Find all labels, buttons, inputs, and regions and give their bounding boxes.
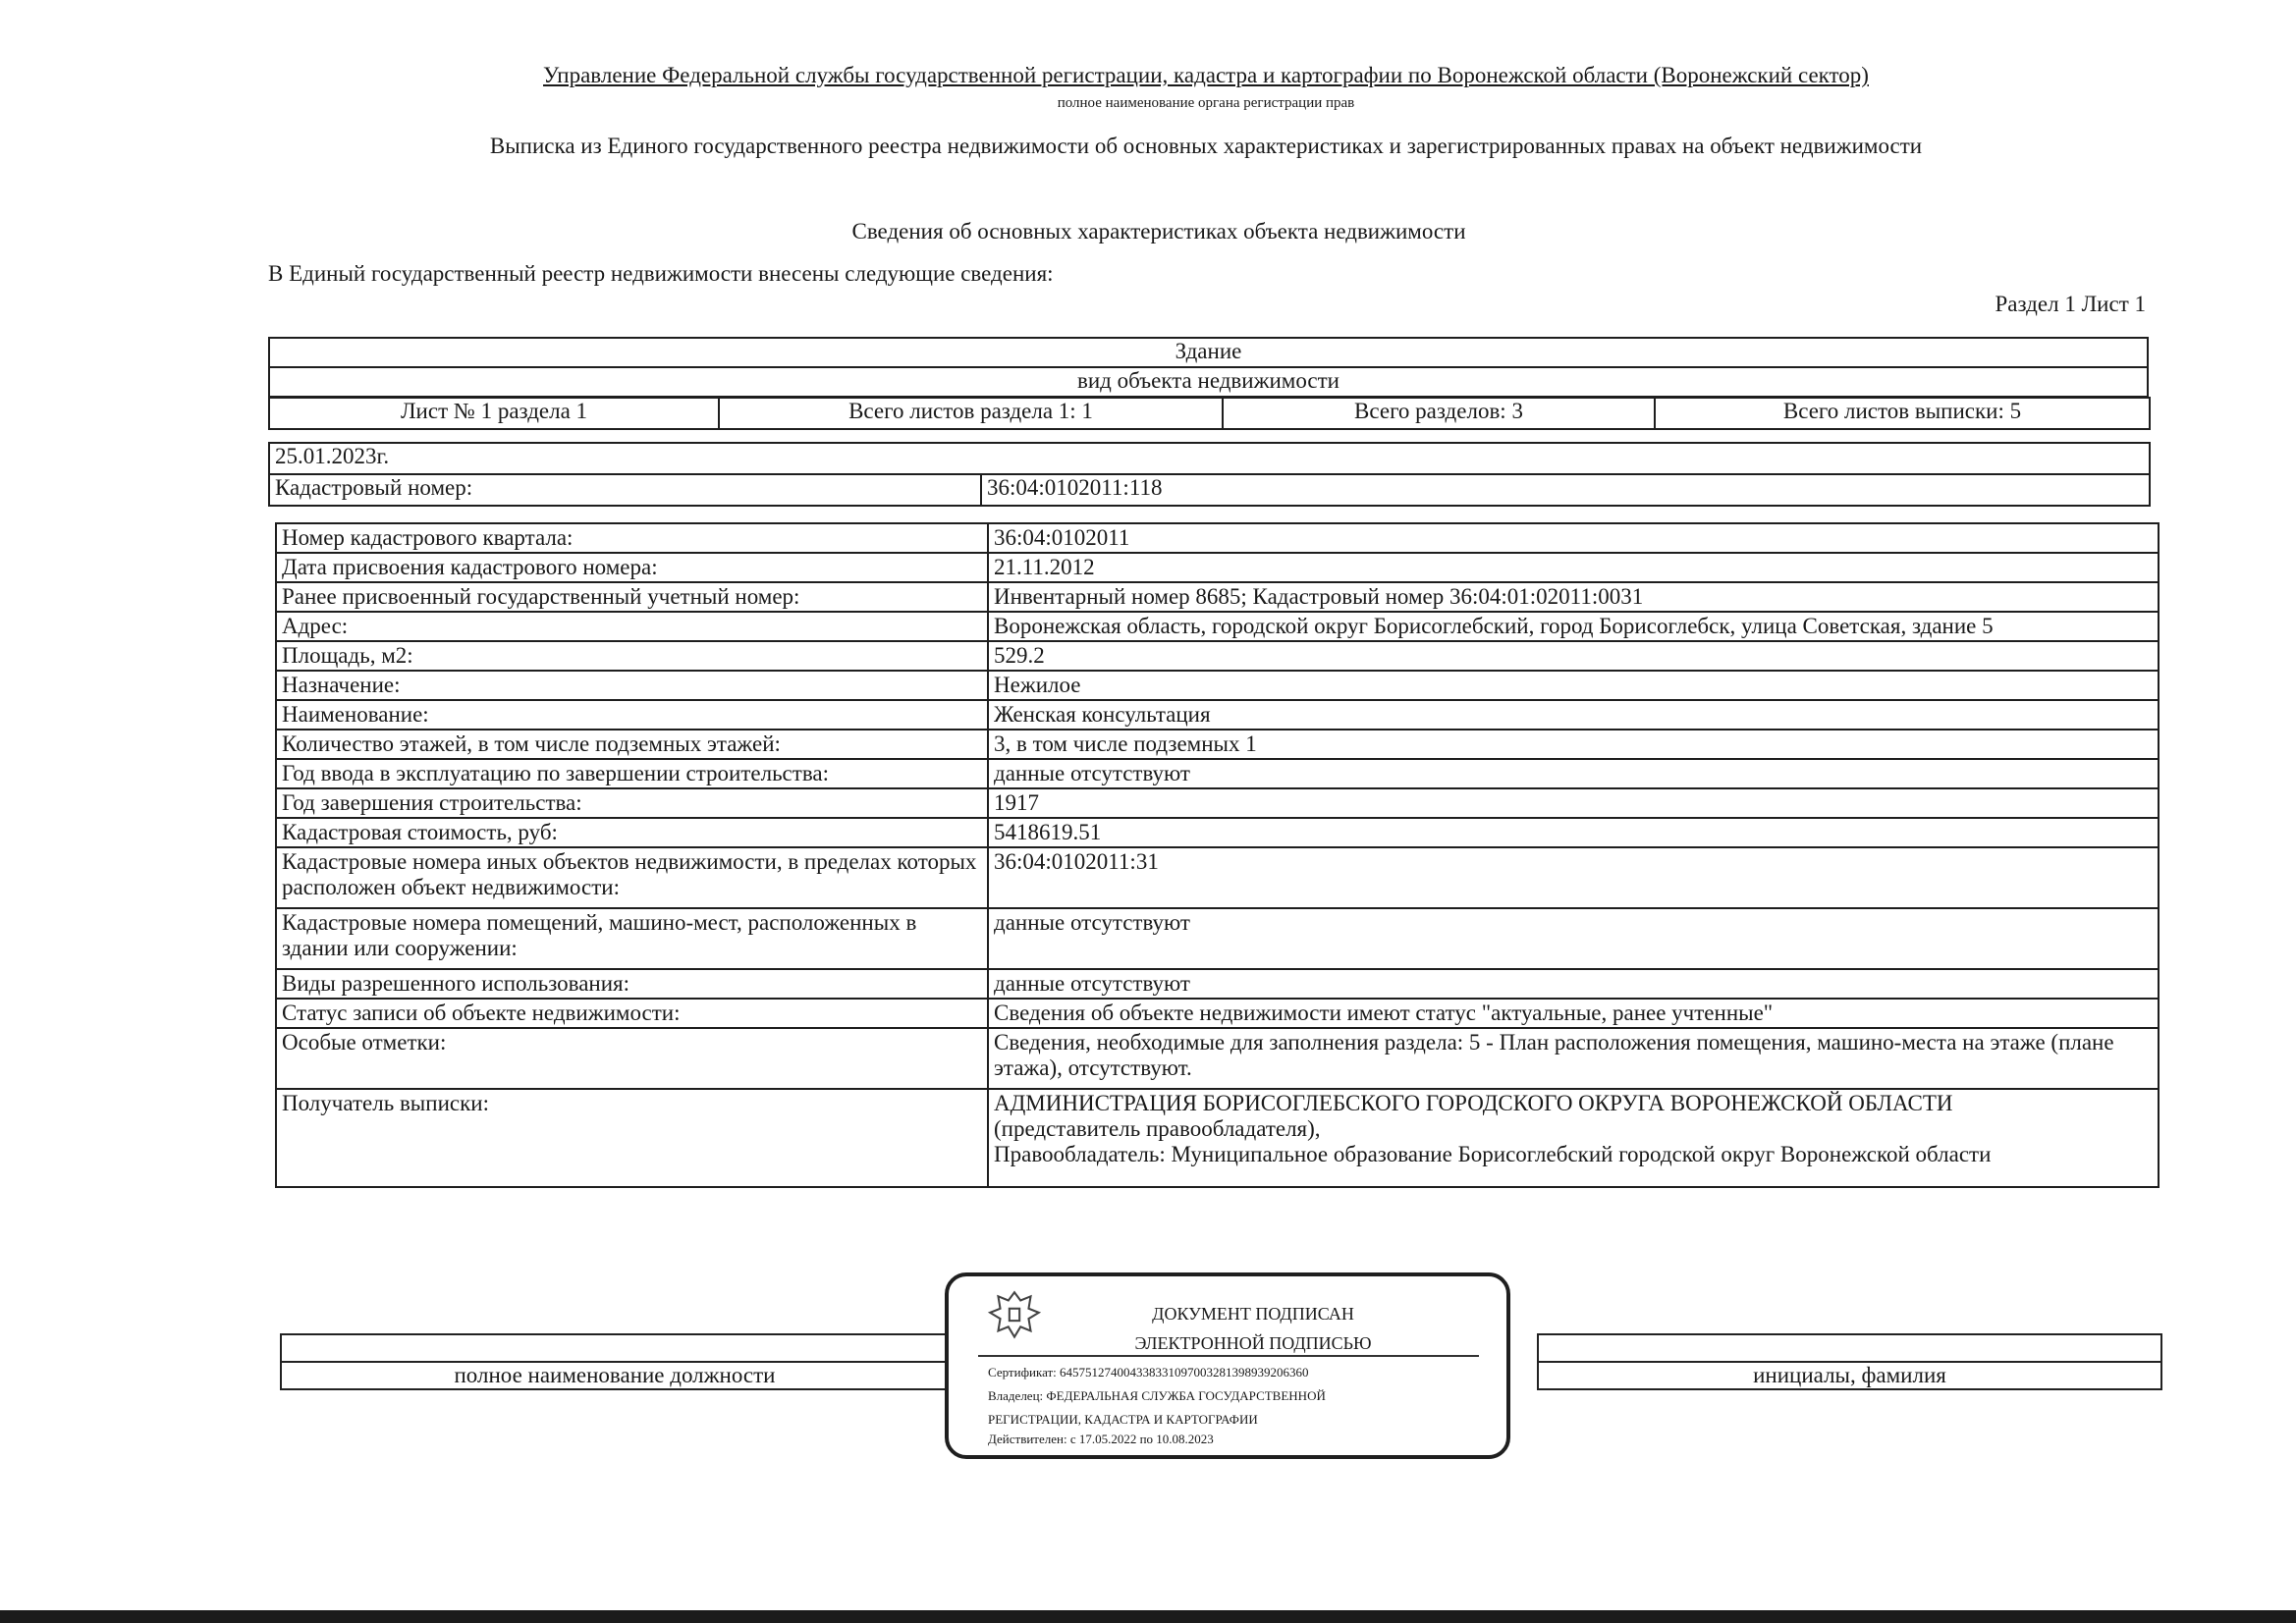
row-value: Нежилое [988,671,2159,700]
row-label: Номер кадастрового квартала: [276,523,988,553]
row-value: 36:04:0102011:31 [988,847,2159,908]
table-row [276,908,2159,969]
table-row [276,1028,2159,1089]
position-field [281,1334,949,1362]
row-label: Количество этажей, в том числе подземных этажей: [276,730,988,759]
authority-caption: полное наименование органа регистрации прав [1057,95,1355,111]
recipient-row [276,1089,2159,1187]
record-head-table [268,442,2151,507]
record-date: 25.01.2023г. [269,443,2150,474]
scan-edge [0,1610,2296,1623]
row-value: Инвентарный номер 8685; Кадастровый номер 36:04:01:02011:0031 [988,582,2159,612]
table-row [276,582,2159,612]
row-label: Кадастровая стоимость, руб: [276,818,988,847]
row-label: Год ввода в эксплуатацию по завершении строительства: [276,759,988,788]
recipient-value [988,1089,2159,1187]
row-label: Адрес: [276,612,988,641]
row-value: 5418619.51 [988,818,2159,847]
row-label: Особые отметки: [276,1028,988,1089]
table-row [276,700,2159,730]
row-label: Назначение: [276,671,988,700]
table-row [276,671,2159,700]
stamp-validity: Действителен: с 17.05.2022 по 10.08.2023 [988,1432,1214,1446]
object-type-table [268,337,2149,398]
sheets-table [268,397,2151,430]
stamp-certificate: Сертификат: 645751274004338331097003281398939206360 [988,1365,1309,1380]
table-row [276,553,2159,582]
table-row [276,969,2159,999]
sheet-number: Лист № 1 раздела 1 [269,398,719,429]
table-row [276,641,2159,671]
table-row [276,730,2159,759]
section-title: Сведения об основных характеристиках объекта недвижимости [851,219,1466,243]
table-row [276,788,2159,818]
row-label: Кадастровые номера иных объектов недвижимости, в пределах которых расположен объект недвижимости: [276,847,988,908]
cadastral-number-value: 36:04:0102011:118 [981,474,2150,506]
row-value: 3, в том числе подземных 1 [988,730,2159,759]
row-label: Год завершения строительства: [276,788,988,818]
stamp-line-1: ДОКУМЕНТ ПОДПИСАН [1152,1304,1354,1324]
table-row [276,847,2159,908]
recipient-line-3: Правообладатель: Муниципальное образование Борисоглебский городской округ Воронежской области [994,1142,1992,1166]
table-row [276,999,2159,1028]
stamp-line-2: ЭЛЕКТРОННОЙ ПОДПИСЬЮ [1134,1333,1372,1353]
row-value: 36:04:0102011 [988,523,2159,553]
recipient-line-2: (представитель правообладателя), [994,1116,1321,1141]
table-row [276,759,2159,788]
table-row [276,523,2159,553]
cadastral-number-label: Кадастровый номер: [269,474,981,506]
row-value: 1917 [988,788,2159,818]
section-sheet-label: Раздел 1 Лист 1 [1995,292,2146,316]
table-row [276,612,2159,641]
row-label: Наименование: [276,700,988,730]
row-value: Сведения об объекте недвижимости имеют статус "актуальные, ранее учтенные" [988,999,2159,1028]
row-label: Дата присвоения кадастрового номера: [276,553,988,582]
position-caption: полное наименование должности [281,1362,949,1389]
eagle-emblem-icon [984,1286,1045,1347]
name-caption: инициалы, фамилия [1538,1362,2161,1389]
row-value: 21.11.2012 [988,553,2159,582]
stamp-divider [978,1355,1479,1357]
row-value: Сведения, необходимые для заполнения раздела: 5 - План расположения помещения, машино-места на этаже (плане этажа), отсутствуют. [988,1028,2159,1089]
recipient-line-1: АДМИНИСТРАЦИЯ БОРИСОГЛЕБСКОГО ГОРОДСКОГО ОКРУГА ВОРОНЕЖСКОЙ ОБЛАСТИ [994,1091,1953,1115]
name-field [1538,1334,2161,1362]
row-label: Виды разрешенного использования: [276,969,988,999]
characteristics-table [275,522,2159,1188]
table-row [276,818,2159,847]
row-label: Статус записи об объекте недвижимости: [276,999,988,1028]
object-type-caption: вид объекта недвижимости [269,367,2148,397]
row-value: Женская консультация [988,700,2159,730]
sheets-total: Всего листов выписки: 5 [1655,398,2150,429]
document-title: Выписка из Единого государственного реестра недвижимости об основных характеристиках и зарегистрированных правах на объект недвижимости [489,134,1923,158]
intro-text: В Единый государственный реестр недвижимости внесены следующие сведения: [268,261,1054,286]
row-label: Ранее присвоенный государственный учетный номер: [276,582,988,612]
sections-total: Всего разделов: 3 [1223,398,1655,429]
row-value: Воронежская область, городской округ Борисоглебский, город Борисоглебск, улица Советская, здание 5 [988,612,2159,641]
authority-name: Управление Федеральной службы государственной регистрации, кадастра и картографии по Воронежской области (Воронежский сектор) [543,63,1869,87]
stamp-owner-2: РЕГИСТРАЦИИ, КАДАСТРА И КАРТОГРАФИИ [988,1412,1258,1427]
recipient-label: Получатель выписки: [276,1089,988,1187]
row-value: данные отсутствуют [988,908,2159,969]
row-value: данные отсутствуют [988,759,2159,788]
object-type: Здание [269,338,2148,367]
sheets-in-section: Всего листов раздела 1: 1 [719,398,1223,429]
row-label: Площадь, м2: [276,641,988,671]
row-label: Кадастровые номера помещений, машино-мест, расположенных в здании или сооружении: [276,908,988,969]
row-value: данные отсутствуют [988,969,2159,999]
electronic-signature-stamp [945,1272,1510,1459]
stamp-owner-1: Владелец: ФЕДЕРАЛЬНАЯ СЛУЖБА ГОСУДАРСТВЕННОЙ [988,1388,1326,1403]
row-value: 529.2 [988,641,2159,671]
